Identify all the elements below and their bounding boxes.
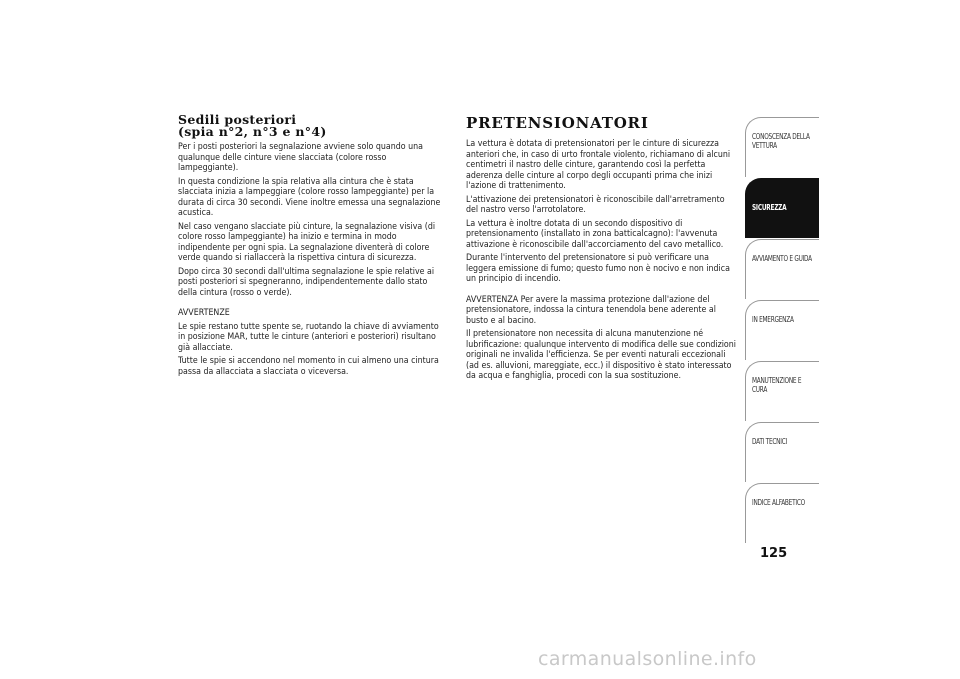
right-column — [466, 114, 738, 385]
paragraph: Durante l'intervento del pretensionatore si può verificare una leggera emissione di fumo; questo fumo non è nocivo e non indica un principio di incendio. — [466, 252, 730, 284]
tab-label: IN EMERGENZA — [752, 315, 794, 324]
paragraph: Tutte le spie si accendono nel momento in cui almeno una cintura passa da allacciata a slacciata o viceversa. — [178, 355, 439, 377]
heading-line-1: Sedili posteriori — [178, 112, 297, 127]
paragraph: La vettura è inoltre dotata di un secondo dispositivo di pretensionamento (installato in zona batticalcagno): l'avvenuta attivazione è riconoscibile dall'accorciamento del cavo metallico. — [466, 217, 724, 250]
watermark: carmanualsonline.info — [538, 648, 757, 670]
heading-line-2: (spia n°2, n°3 e n°4) — [178, 124, 327, 139]
paragraph: L'attivazione dei pretensionatori è riconoscibile dall'arretramento del nastro verso l'arrotolatore. — [466, 193, 725, 215]
tab-conoscenza-della-vettura[interactable] — [745, 117, 819, 177]
tab-label: CONOSCENZA DELLA VETTURA — [752, 132, 810, 150]
tab-label: MANUTENZIONE E CURA — [752, 376, 802, 394]
paragraph: La vettura è dotata di pretensionatori per le cinture di sicurezza anteriori che, in caso di urto frontale violento, richiamano di alcuni centimetri il nastro delle cinture, garantendo così la perfetta aderenza delle cinture al corpo degli occupanti prima che inizi l'azione di trattenimento. — [466, 138, 731, 191]
paragraph: Il pretensionatore non necessita di alcuna manutenzione né lubrificazione: qualunque intervento di modifica delle sue condizioni originali ne invalida l'efficienza. Se per eventi naturali eccezionali (ad es. alluvioni, mareggiate, ecc.) il dispositivo è stato interessato da acqua e fanghiglia, procedi con la sua sostituzione. — [466, 328, 736, 381]
tab-dati-tecnici[interactable] — [745, 422, 819, 482]
page-number: 125 — [760, 546, 788, 561]
tab-label: SICUREZZA — [752, 203, 787, 212]
tab-label: AVVIAMENTO E GUIDA — [752, 254, 812, 263]
tab-label: DATI TECNICI — [752, 437, 787, 446]
tab-manutenzione-e-cura[interactable] — [745, 361, 819, 421]
tab-avviamento-e-guida[interactable] — [745, 239, 819, 299]
warning-title: AVVERTENZE — [178, 307, 230, 318]
section-heading-rear-seats — [178, 114, 448, 138]
chapter-tabs — [745, 117, 819, 544]
tab-indice-alfabetico[interactable] — [745, 483, 819, 543]
section-heading-pretensioners: PRETENSIONATORI — [466, 114, 649, 132]
paragraph: Per i posti posteriori la segnalazione avviene solo quando una qualunque delle cinture viene slacciata (colore rosso lampeggiante). — [178, 141, 423, 173]
tab-sicurezza[interactable] — [745, 178, 819, 238]
paragraph: Dopo circa 30 secondi dall'ultima segnalazione le spie relative ai posti posteriori si spegneranno, indipendentemente dallo stato della cintura (rosso o verde). — [178, 265, 435, 298]
left-column — [178, 114, 448, 380]
paragraph: In questa condizione la spia relativa alla cintura che è stata slacciata inizia a lampeggiare (colore rosso lampeggiante) per la durata di circa 30 secondi. Viene inoltre emessa una segnalazione acustica. — [178, 175, 441, 218]
tab-label: INDICE ALFABETICO — [752, 498, 805, 507]
paragraph: Nel caso vengano slacciate più cinture, la segnalazione visiva (di colore rosso lampeggiante) ha inizio e termina in modo indipendente per ogni spia. La segnalazione diventerà di colore verde quando si riallaccerà la rispettiva cintura di sicurezza. — [178, 220, 436, 263]
warning-paragraph: AVVERTENZA Per avere la massima protezione dall'azione del pretensionatore, indossa la cintura tenendola bene aderente al busto e al bacino. — [466, 293, 716, 326]
paragraph: Le spie restano tutte spente se, ruotando la chiave di avviamento in posizione MAR, tutte le cinture (anteriori e posteriori) risultano già allacciate. — [178, 320, 439, 353]
tab-in-emergenza[interactable] — [745, 300, 819, 360]
